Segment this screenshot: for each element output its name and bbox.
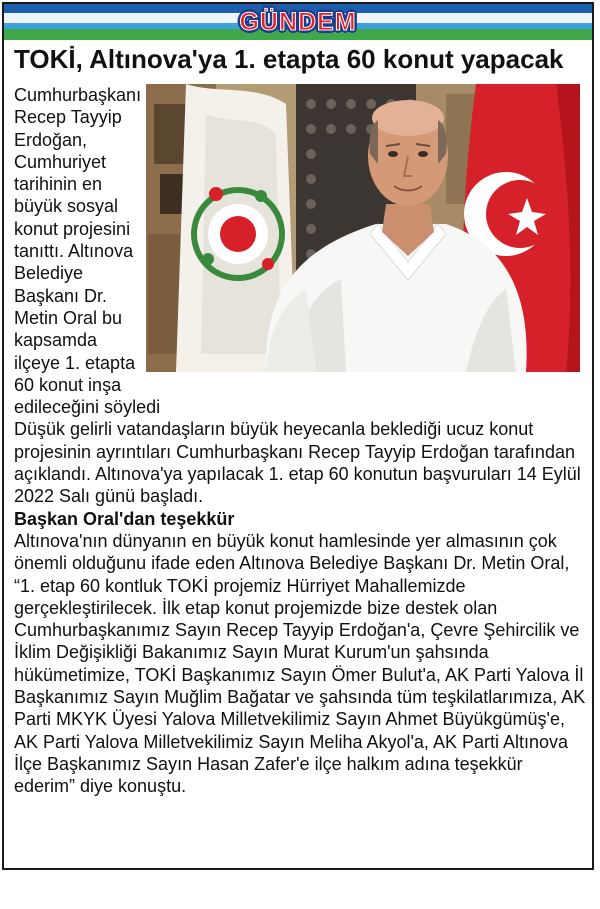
section-title: GÜNDEM xyxy=(239,8,357,36)
article-subheading: Başkan Oral'dan teşekkür xyxy=(14,508,235,529)
article-body xyxy=(14,84,588,798)
article-paragraph-1: Düşük gelirli vatandaşların büyük heyecanla beklediği ucuz konut projesinin ayrıntıları Cumhurbaşkanı Recep Tayyip Erdoğan tarafından açıklandı. Altınova'ya yapılacak 1. etap 60 konutun başvuruları 14 Eylül 2022 Salı günü başladı. xyxy=(14,419,581,507)
article-headline: TOKİ, Altınova'ya 1. etapta 60 konut yapacak xyxy=(14,44,564,74)
article-lead: Cumhurbaşkanı Recep Tayyip Erdoğan, Cumhuriyet tarihinin en büyük sosyal konut projesini tanıttı. Altınova Belediye Başkanı Dr. Metin Oral bu kapsamda ilçeye 1. etapta 60 konut inşa edileceğini söyledi xyxy=(14,85,161,418)
section-banner xyxy=(4,4,592,40)
photo-text-wrap-spacer xyxy=(148,84,588,374)
news-clipping xyxy=(2,2,594,870)
article-paragraph-2: Altınova'nın dünyanın en büyük konut hamlesinde yer almasının çok önemli olduğunu ifade eden Altınova Belediye Başkanı Dr. Metin Oral, “1. etap 60 kontluk TOKİ projemiz Hürriyet Mahallemizde gerçekleştirilecek. İlk etap konut projemizde bize destek olan Cumhurbaşkanımız Sayın Recep Tayyip Erdoğan'a, Çevre Şehircilik ve İklim Değişikliği Bakanımız Sayın Murat Kurum'un şahsında hükümetimize, TOKİ Başkanımız Sayın Ömer Bulut'a, AK Parti Yalova İl Başkanımız Sayın Muğlim Bağatar ve şahsında tüm teşkilatlarımıza, AK Parti MKYK Üyesi Yalova Milletvekilimiz Sayın Ahmet Büyükgümüş'e, AK Parti Yalova Milletvekilimiz Sayın Meliha Akyol'a, AK Parti Altınova İlçe Başkanımız Sayın Hasan Zafer'e ilçe halkım adına teşekkür ederim” diye konuştu. xyxy=(14,530,586,797)
